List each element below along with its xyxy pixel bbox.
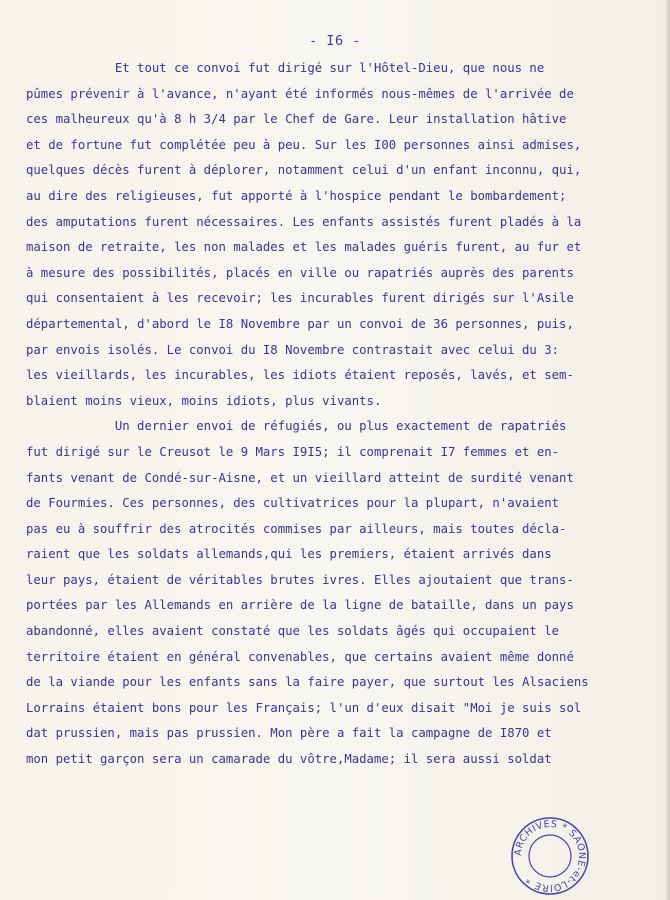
text-line: par envois isolés. Le convoi du I8 Novembre contrastait avec celui du 3: xyxy=(26,342,560,357)
text-line: Lorrains étaient bons pour les Français; l'un d'eux disait "Moi je suis sol xyxy=(26,700,582,715)
text-line: de Fourmies. Ces personnes, des cultivatrices pour la plupart, n'avaient xyxy=(26,496,560,511)
text-line: et de fortune fut complétée peu à peu. Sur les I00 personnes ainsi admises, xyxy=(26,137,582,152)
svg-text:ARCHIVES * SAONE-et-LOIRE * xyxy=(513,819,587,893)
text-line: Et tout ce convoi fut dirigé sur l'Hôtel-Dieu, que nous ne xyxy=(26,61,545,75)
text-line: pas eu à souffrir des atrocités commises par ailleurs, mais toutes décla- xyxy=(26,521,567,536)
text-line: des amputations furent nécessaires. Les enfants assistés furent pladés à la xyxy=(26,214,582,229)
text-line: au dire des religieuses, fut apporté à l'hospice pendant le bombardement; xyxy=(26,188,567,203)
body-text xyxy=(26,56,666,773)
text-line: de la viande pour les enfants sans la faire payer, que surtout les Alsaciens xyxy=(26,675,589,690)
text-line: raient que les soldats allemands,qui les premiers, étaient arrivés dans xyxy=(26,547,552,562)
text-line: départemental, d'abord le I8 Novembre par un convoi de 36 personnes, puis, xyxy=(26,316,574,331)
text-line: quelques décès furent à déplorer, notamment celui d'un enfant inconnu, qui, xyxy=(26,163,582,178)
text-line: les vieillards, les incurables, les idiots étaient reposés, lavés, et sem- xyxy=(26,368,574,383)
text-line: maison de retraite, les non malades et les malades guéris furent, au fur et xyxy=(26,240,582,255)
text-line: territoire étaient en général convenables, que certains avaient même donné xyxy=(26,649,574,664)
text-line: mon petit garçon sera un camarade du vôtre,Madame; il sera aussi soldat xyxy=(26,752,552,767)
text-line: ces malheureux qu'à 8 h 3/4 par le Chef de Gare. Leur installation hâtive xyxy=(26,112,567,127)
page-edge xyxy=(666,0,670,900)
text-line: qui consentaient à les recevoir; les incurables furent dirigés sur l'Asile xyxy=(26,291,574,306)
text-line: leur pays, étaient de véritables brutes ivres. Elles ajoutaient que trans- xyxy=(26,572,574,587)
text-line: dat prussien, mais pas prussien. Mon père a fait la campagne de I870 et xyxy=(26,726,552,741)
text-line: Un dernier envoi de réfugiés, ou plus exactement de rapatriés xyxy=(26,419,567,434)
text-line: fut dirigé sur le Creusot le 9 Mars I9I5; il comprenait I7 femmes et en- xyxy=(26,444,560,459)
text-line: portées par les Allemands en arrière de la ligne de bataille, dans un pays xyxy=(26,598,574,613)
text-line: fants venant de Condé-sur-Aisne, et un vieillard atteint de surdité venant xyxy=(26,470,574,485)
text-line: pûmes prévenir à l'avance, n'ayant été informés nous-mêmes de l'arrivée de xyxy=(26,86,574,101)
archives-stamp xyxy=(509,815,591,897)
text-line: blaient moins vieux, moins idiots, plus vivants. xyxy=(26,393,382,408)
stamp-text: ARCHIVES * SAONE-et-LOIRE * xyxy=(512,818,588,894)
page-number: - I6 - xyxy=(309,33,361,49)
text-line: abandonné, elles avaient constaté que les soldats âgés qui occupaient le xyxy=(26,624,560,639)
text-line: à mesure des possibilités, placés en ville ou rapatriés auprès des parents xyxy=(26,265,574,280)
